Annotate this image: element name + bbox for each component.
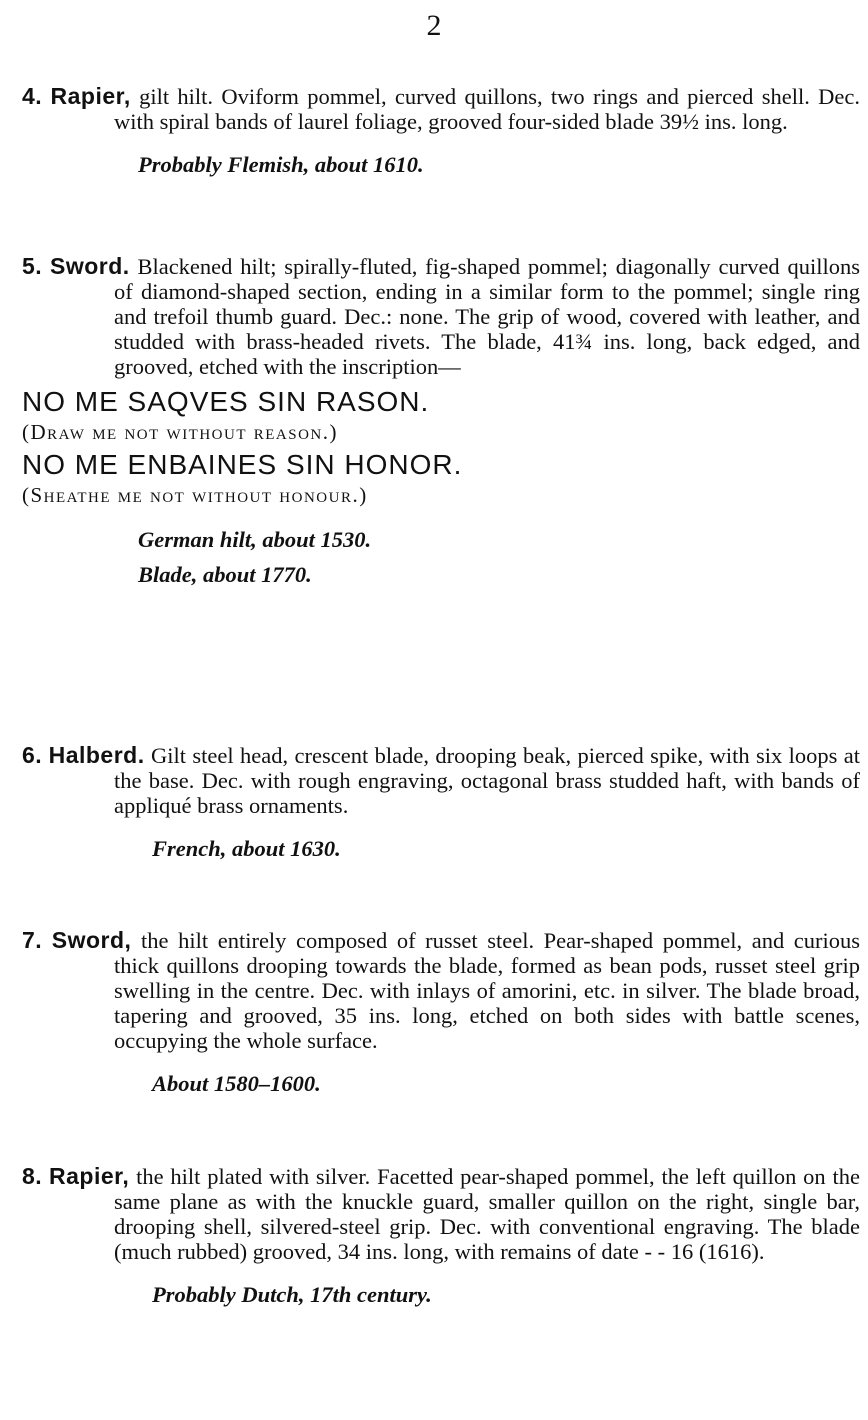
catalogue-entry-4 [22,84,860,177]
entry-attribution: French, about 1630. [152,836,341,861]
entry-description [22,743,860,818]
entry-title: Rapier, [50,83,131,109]
catalogue-entry-6 [22,743,860,861]
entry-text: Blackened hilt; spirally-fluted, fig-shaped pommel; diagonally curved quillons of diamond-shaped section, ending in a similar form to the pommel; single ring and trefoil thumb guard. Dec.: none. The grip of wood, covered with leather, and studded with brass-headed rivets. The blade, 41¾ ins. long, back edged, and grooved, etched with the inscription— [114,254,860,379]
entry-number: 8. [22,1163,43,1189]
entry-title: Halberd. [48,742,145,768]
entry-number: 6. [22,742,43,768]
catalogue-entry-8 [22,1164,860,1307]
entry-attribution: Probably Dutch, 17th century. [152,1282,432,1307]
entry-text: the hilt entirely composed of russet steel. Pear-shaped pommel, and curious thick quillons drooping towards the blade, formed as bean pods, russet steel grip swelling in the centre. Dec. with inlays of amorini, etc. in silver. The blade broad, tapering and grooved, 35 ins. long, etched on both sides with battle scenes, occupying the whole surface. [114,928,861,1053]
inscription-line-1: NO ME SAQVES SIN RASON. [22,386,430,417]
entry-attribution: About 1580–1600. [152,1071,321,1096]
entry-attribution: German hilt, about 1530. [138,527,372,552]
translation-line-2: (Sheathe me not without honour.) [22,483,368,507]
entry-title: Sword, [51,927,132,953]
entry-description [22,928,860,1053]
entry-number: 5. [22,253,43,279]
entry-number: 4. [22,83,43,109]
entry-number: 7. [22,927,43,953]
entry-title: Rapier, [49,1163,130,1189]
catalogue-entry-5 [22,254,860,587]
entry-description [22,1164,860,1264]
entry-text: gilt hilt. Oviform pommel, curved quillons, two rings and pierced shell. Dec. with spiral bands of laurel foliage, grooved four-sided blade 39½ ins. long. [114,84,861,134]
entry-description [22,84,860,134]
inscription-line-2: NO ME ENBAINES SIN HONOR. [22,449,463,480]
entry-title: Sword. [49,253,130,279]
entry-description [22,254,860,379]
page-number: 2 [426,9,442,42]
translation-line-1: (Draw me not without reason.) [22,420,339,444]
entry-attribution: Probably Flemish, about 1610. [138,152,424,177]
entry-text: Gilt steel head, crescent blade, drooping beak, pierced spike, with six loops at the base. Dec. with rough engraving, octagonal brass studded haft, with bands of appliqué brass ornaments. [114,743,861,818]
catalogue-entry-7 [22,928,860,1096]
entry-text: the hilt plated with silver. Facetted pear-shaped pommel, the left quillon on the same plane as with the knuckle guard, smaller quillon on the right, single bar, drooping shell, silvered-steel grip. Dec. with conventional engraving. The blade (much rubbed) grooved, 34 ins. long, with remains of date - - 16 (1616). [114,1164,861,1264]
entry-attribution: Blade, about 1770. [138,562,312,587]
